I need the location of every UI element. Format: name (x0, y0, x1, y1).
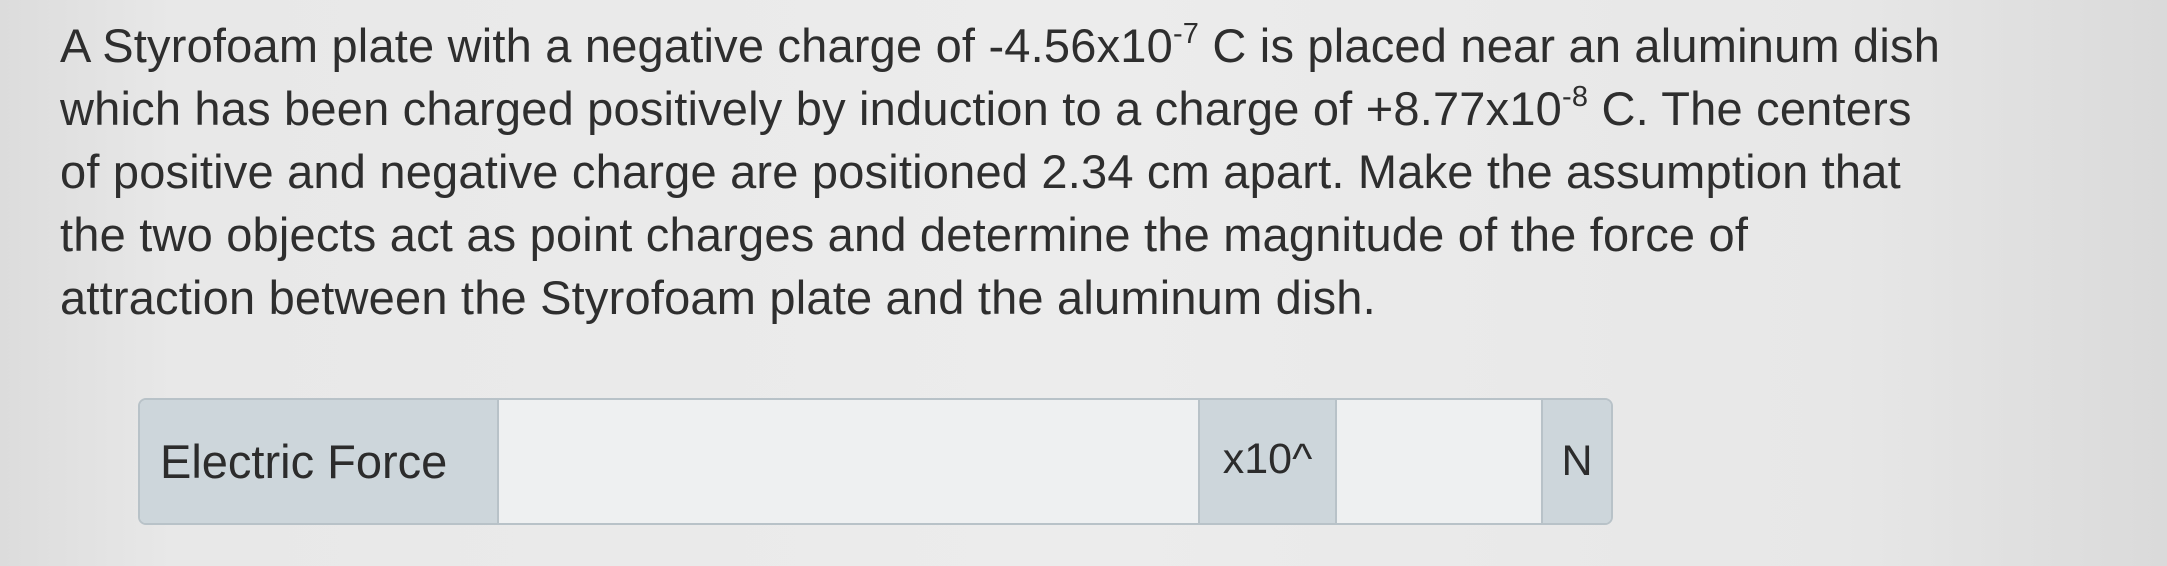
question-line-2-start: which has been charged positively by induction to a charge of +8.77x10 (60, 82, 1563, 135)
question-line-4: the two objects act as point charges and determine the magnitude of the force of (60, 208, 1749, 261)
answer-row (138, 398, 1613, 525)
question-line-2 (60, 77, 2140, 140)
question-line-3: of positive and negative charge are positioned 2.34 cm apart. Make the assumption that (60, 145, 1901, 198)
charge-1-exponent: -7 (1172, 18, 1200, 51)
question-line-2-end: C. The centers (1588, 82, 1912, 135)
exponent-input[interactable] (1335, 400, 1543, 523)
question-line-5: attraction between the Styrofoam plate and the aluminum dish. (60, 271, 1376, 324)
question-line-1 (60, 14, 2140, 77)
charge-2-exponent: -8 (1562, 81, 1589, 114)
question-line-1-end: C is placed near an aluminum dish (1199, 19, 1941, 72)
unit-label: N (1543, 400, 1611, 523)
electric-force-label: Electric Force (140, 400, 499, 523)
times-ten-power-label: x10^ (1200, 400, 1335, 523)
question-line-1-start: A Styrofoam plate with a negative charge of -4.56x10 (60, 19, 1173, 72)
mantissa-input[interactable] (499, 400, 1200, 523)
question-text (60, 14, 2140, 329)
